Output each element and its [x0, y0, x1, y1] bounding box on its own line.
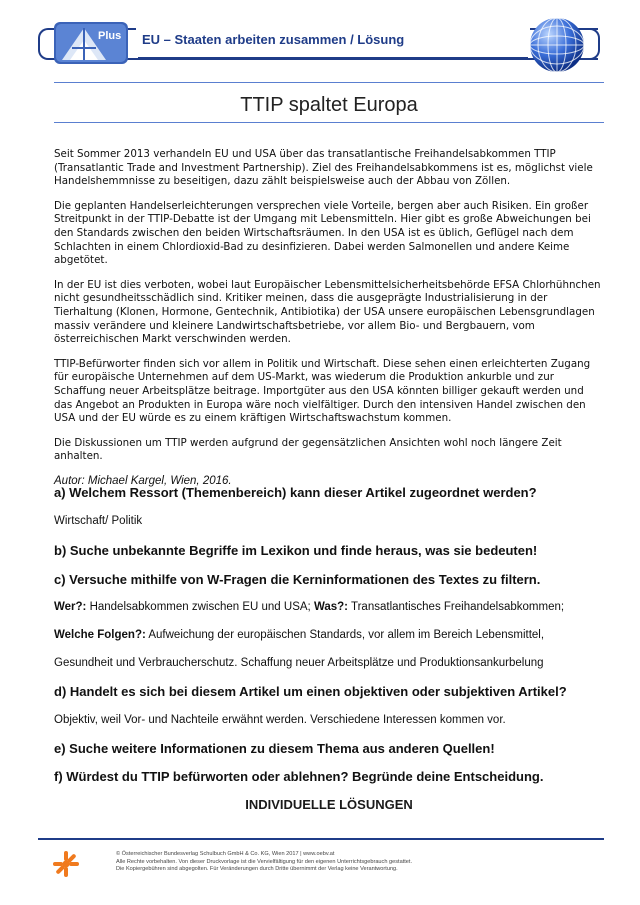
- task-c-question: c) Versuche mithilfe von W-Fragen die Kerninformationen des Textes zu filtern.: [54, 572, 541, 587]
- wer-label: Wer?:: [54, 601, 87, 613]
- individual-solutions-note: INDIVIDUELLE LÖSUNGEN: [245, 797, 413, 812]
- was-text: Transatlantisches Freihandelsabkommen;: [348, 601, 565, 613]
- footer-copyright: [116, 851, 596, 874]
- article-author: Autor: Michael Kargel, Wien, 2016.: [54, 474, 232, 487]
- page-title: TTIP spaltet Europa: [240, 94, 418, 116]
- footer-line: © Österreichischer Bundesverlag Schulbuch GmbH & Co. KG, Wien 2017 | www.oebv.at: [116, 851, 335, 857]
- task-c-answer-line3: Gesundheit und Verbraucherschutz. Schaffung neuer Arbeitsplätze und Produktionsankurbelung: [54, 657, 544, 669]
- folgen-text: Aufweichung der europäischen Standards, vor allem im Bereich Lebensmittel,: [145, 629, 545, 641]
- triangle-logo-icon: [54, 22, 128, 64]
- wer-text: Handelsabkommen zwischen EU und USA;: [86, 601, 314, 613]
- folgen-label: Welche Folgen?:: [54, 629, 146, 641]
- footer-line: Die Kopiergebühren sind abgegolten. Für Veränderungen durch Dritte übernimmt der Verlag keine Verantwortung.: [116, 866, 398, 873]
- oebv-star-icon: [52, 850, 80, 878]
- task-c-answer-line1: [54, 601, 614, 613]
- header-underline: [138, 57, 528, 59]
- header-title: EU – Staaten arbeiten zusammen / Lösung: [142, 32, 405, 47]
- task-c-answer-line2: [54, 629, 614, 641]
- article-paragraph: In der EU ist dies verboten, wobei laut Europäischer Lebensmittelsicherheitsbehörde EFSA Chlorhühnchen nicht gesundheitsschädlich sind. Kritiker meinen, dass die ausgeprägte Industrialisierung in der Tierhaltung (Klonen, Hormone, Gentechnik, Antibiotika) der USA unsere europäischen Lebensgrundlagen massiv verändere und kleinere Landwirtschaftsbetriebe, vor allem Bio- und Bergbauern, vom österreichischen Markt verschwinden werden.: [54, 278, 601, 346]
- task-f-question: f) Würdest du TTIP befürworten oder ablehnen? Begründe deine Entscheidung.: [54, 769, 544, 784]
- footer-rule: [38, 838, 604, 840]
- globe-icon: [528, 16, 586, 74]
- task-a-question: a) Welchem Ressort (Themenbereich) kann dieser Artikel zugeordnet werden?: [54, 485, 537, 500]
- article-body: [54, 148, 602, 499]
- logo-text: Plus: [98, 30, 122, 42]
- task-a-answer: Wirtschaft/ Politik: [54, 515, 143, 527]
- title-rule-bottom: [54, 122, 604, 123]
- footer-line: Alle Rechte vorbehalten. Von dieser Druckvorlage ist die Vervielfältigung für den eigenen Unterrichtsgebrauch gestattet.: [116, 858, 413, 865]
- task-d-question: d) Handelt es sich bei diesem Artikel um einen objektiven oder subjektiven Artikel?: [54, 684, 567, 699]
- article-paragraph: TTIP-Befürworter finden sich vor allem in Politik und Wirtschaft. Diese sehen einen erleichterten Zugang für europäische Unternehmen auf dem US-Markt, was wiederum die Produktion ankurble und zur Schaffung neuer Arbeitsplätze beitrage. Importgüter aus den USA könnten billiger gekauft werden und das Angebot an Produkten in Europa wäre noch vielfältiger. Durch den intensiven Handel zwischen den USA und der EU würde es zu einem kräftigen Wirtschaftswachstum kommen.: [54, 357, 591, 425]
- task-e-question: e) Suche weitere Informationen zu diesem Thema aus anderen Quellen!: [54, 741, 495, 756]
- title-rule-top: [54, 82, 604, 83]
- header-frame-end: [590, 28, 600, 60]
- article-paragraph: Die Diskussionen um TTIP werden aufgrund der gegensätzlichen Ansichten wohl noch längere Zeit anhalten.: [54, 436, 562, 463]
- article-paragraph: Seit Sommer 2013 verhandeln EU und USA über das transatlantische Freihandelsabkommen TTIP (Transatlantic Trade and Investment Partnership). Ziel des Freihandelsabkommens ist es, möglichst viele Handelshemmnisse zu beseitigen, dazu zählt beispielsweise auch der Abbau von Zöllen.: [54, 148, 593, 188]
- article-paragraph: Die geplanten Handelserleichterungen versprechen viele Vorteile, bergen aber auch Risiken. Ein großer Streitpunkt in der TTIP-Debatte ist der Umgang mit Lebensmitteln. Hier gibt es große Abweichungen bei den Standards zwischen den beiden Wirtschaftsräumen. In den USA ist es üblich, Geflügel nach dem Schlachten in einem Chlordioxid-Bad zu desinfizieren. Dabei werden Salmonellen und andere Keime abgetötet.: [54, 199, 591, 267]
- task-b-question: b) Suche unbekannte Begriffe im Lexikon und finde heraus, was sie bedeuten!: [54, 543, 538, 558]
- task-d-answer: Objektiv, weil Vor- und Nachteile erwähnt werden. Verschiedene Interessen kommen vor.: [54, 714, 506, 726]
- was-label: Was?:: [313, 601, 349, 613]
